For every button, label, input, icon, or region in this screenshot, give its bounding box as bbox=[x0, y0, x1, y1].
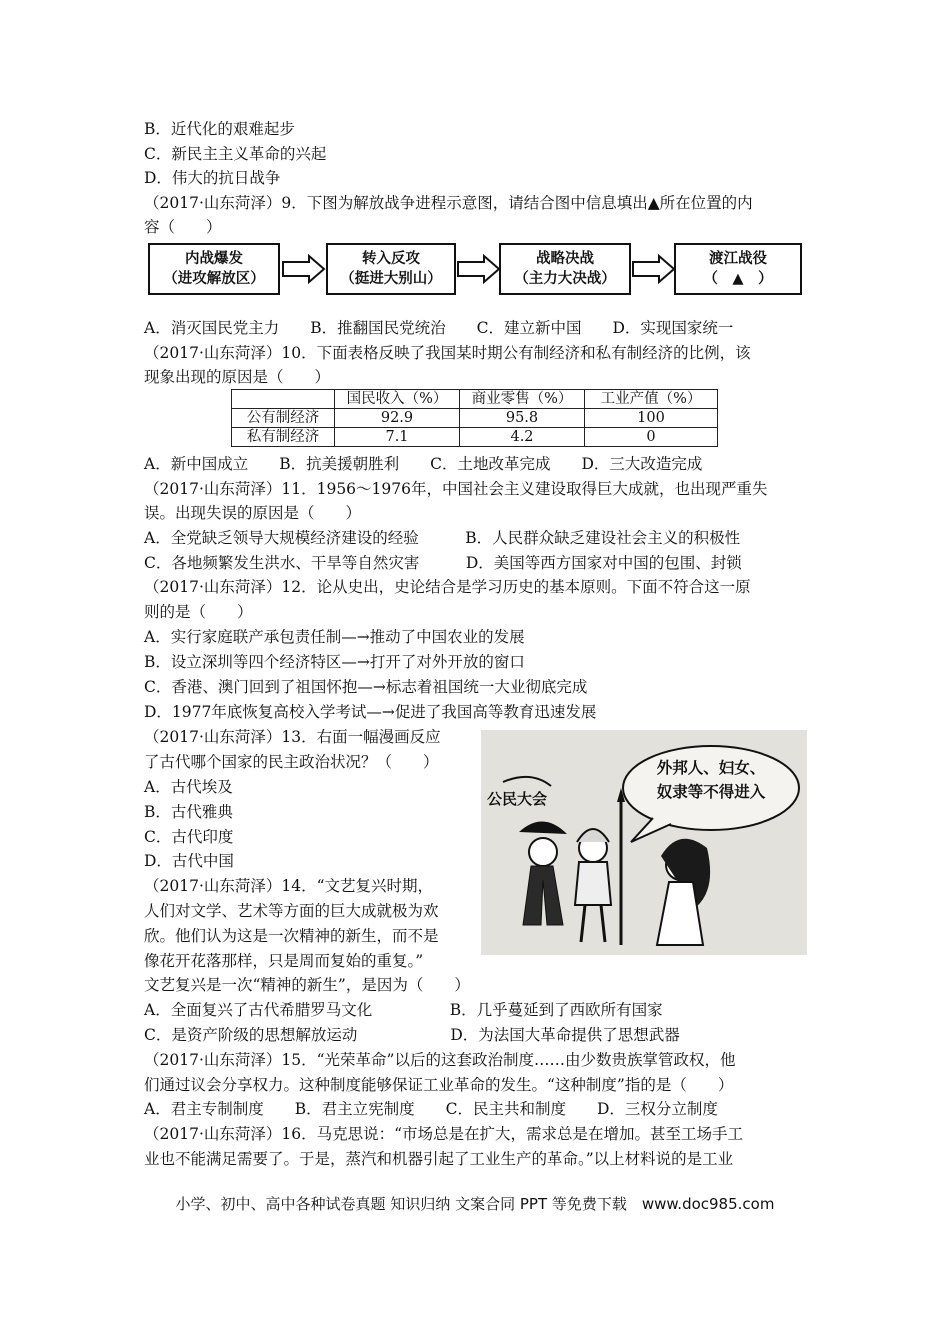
q14-stem-line4: 像花开花落那样，只是周而复始的重复。” bbox=[144, 952, 424, 970]
table-header-cell: 国民收入（%） bbox=[335, 390, 460, 409]
q13-option-d: D．古代中国 bbox=[144, 852, 234, 870]
cartoon-bubble-line2: 奴隶等不得进入 bbox=[656, 783, 766, 801]
flow-step-1 bbox=[148, 243, 280, 295]
flow-step-2-title: 转入反攻 bbox=[362, 251, 420, 267]
table-row bbox=[232, 409, 718, 428]
q12-stem-line1: （2017·山东菏泽）12．论从史出，史论结合是学习历史的基本原则。下面不符合这一原 bbox=[144, 578, 751, 596]
q13-option-b: B．古代雅典 bbox=[144, 803, 233, 821]
q13-option-c: C．古代印度 bbox=[144, 828, 234, 846]
q12-option-d: D．1977年底恢复高校入学考试—→促进了我国高等教育迅速发展 bbox=[144, 703, 597, 721]
q11-options-cd: C．各地频繁发生洪水、干旱等自然灾害 D．美国等西方国家对中国的包围、封锁 bbox=[144, 554, 742, 572]
q14-options-cd: C．是资产阶级的思想解放运动 D．为法国大革命提供了思想武器 bbox=[144, 1026, 680, 1044]
q11-stem-line2: 误。出现失误的原因是（ ） bbox=[144, 504, 362, 522]
flow-step-2 bbox=[326, 243, 456, 295]
q14-stem-line5: 文艺复兴是一次“精神的新生”，是因为（ ） bbox=[144, 976, 470, 994]
table-row bbox=[232, 428, 718, 447]
q9-options: A．消灭国民党主力 B．推翻国民党统治 C．建立新中国 D．实现国家统一 bbox=[144, 319, 734, 337]
q15-stem-line2: 们通过议会分享权力。这种制度能够保证工业革命的发生。“这种制度”指的是（ ） bbox=[144, 1076, 734, 1094]
cartoon-speech-bubble bbox=[636, 756, 786, 804]
flow-arrow-icon bbox=[282, 254, 326, 284]
q14-stem-line2: 人们对文学、艺术等方面的巨大成就极为欢 bbox=[144, 902, 439, 920]
table-cell: 7.1 bbox=[335, 428, 460, 447]
flow-step-3 bbox=[499, 243, 631, 295]
q8-option-c: C．新民主主义革命的兴起 bbox=[144, 145, 327, 163]
q11-stem-line1: （2017·山东菏泽）11．1956～1976年，中国社会主义建设取得巨大成就，也出现严重失 bbox=[144, 480, 768, 498]
q14-stem-line3: 欣。他们认为这是一次精神的新生，而不是 bbox=[144, 927, 439, 945]
q16-stem-line1: （2017·山东菏泽）16．马克思说：“市场总是在扩大，需求总是在增加。甚至工场手工 bbox=[144, 1125, 744, 1143]
flow-step-4-note: （ ▲ ） bbox=[703, 271, 773, 287]
q9-stem-line1: （2017·山东菏泽）9．下图为解放战争进程示意图，请结合图中信息填出▲所在位置的内 bbox=[144, 194, 753, 212]
q14-stem-line1: （2017·山东菏泽）14．“文艺复兴时期， bbox=[144, 877, 434, 895]
table-cell: 4.2 bbox=[460, 428, 585, 447]
q12-option-a: A．实行家庭联产承包责任制—→推动了中国农业的发展 bbox=[144, 628, 525, 646]
table-header-row bbox=[232, 390, 718, 409]
q15-options: A．君主专制制度 B．君主立宪制度 C．民主共和制度 D．三权分立制度 bbox=[144, 1100, 718, 1118]
q8-option-b: B．近代化的艰难起步 bbox=[144, 120, 295, 138]
q10-stem-line2: 现象出现的原因是（ ） bbox=[144, 368, 331, 386]
liberation-war-flowchart bbox=[144, 243, 804, 299]
q13-option-a: A．古代埃及 bbox=[144, 778, 233, 796]
flow-step-1-note: （进攻解放区） bbox=[163, 271, 265, 287]
citizens-assembly-cartoon bbox=[481, 730, 807, 955]
table-header-cell: 工业产值（%） bbox=[585, 390, 718, 409]
q8-option-d: D．伟大的抗日战争 bbox=[144, 169, 281, 187]
flow-arrow-icon bbox=[457, 254, 501, 284]
table-cell: 100 bbox=[585, 409, 718, 428]
q12-option-b: B．设立深圳等四个经济特区—→打开了对外开放的窗口 bbox=[144, 653, 525, 671]
q12-stem-line2: 则的是（ ） bbox=[144, 603, 253, 621]
table-cell: 0 bbox=[585, 428, 718, 447]
flow-step-3-title: 战略决战 bbox=[536, 251, 594, 267]
table-cell: 92.9 bbox=[335, 409, 460, 428]
flow-step-4 bbox=[674, 243, 802, 295]
q16-stem-line2: 业也不能满足需要了。于是，蒸汽和机器引起了工业生产的革命。”以上材料说的是工业 bbox=[144, 1150, 734, 1168]
flow-step-4-title: 渡江战役 bbox=[709, 251, 767, 267]
q9-stem-line2: 容（ ） bbox=[144, 218, 222, 236]
cartoon-bubble-line1: 外邦人、妇女、 bbox=[656, 759, 766, 777]
q12-option-c: C．香港、澳门回到了祖国怀抱—→标志着祖国统一大业彻底完成 bbox=[144, 678, 588, 696]
q13-stem-line1: （2017·山东菏泽）13．右面一幅漫画反应 bbox=[144, 728, 441, 746]
q10-stem-line1: （2017·山东菏泽）10．下面表格反映了我国某时期公有制经济和私有制经济的比例，该 bbox=[144, 344, 751, 362]
q11-options-ab: A．全党缺乏领导大规模经济建设的经验 B．人民群众缺乏建设社会主义的积极性 bbox=[144, 529, 741, 547]
page-footer: 小学、初中、高中各种试卷真题 知识归纳 文案合同 PPT 等免费下载 www.doc985.com bbox=[175, 1195, 775, 1213]
flow-step-1-title: 内战爆发 bbox=[185, 251, 243, 267]
table-cell: 私有制经济 bbox=[232, 428, 335, 447]
table-header-cell bbox=[232, 390, 335, 409]
cartoon-sign-label: 公民大会 bbox=[487, 790, 548, 808]
flow-step-3-note: （主力大决战） bbox=[514, 271, 616, 287]
q13-stem-line2: 了古代哪个国家的民主政治状况？（ ） bbox=[144, 753, 439, 771]
table-header-cell: 商业零售（%） bbox=[460, 390, 585, 409]
table-cell: 公有制经济 bbox=[232, 409, 335, 428]
flow-arrow-icon bbox=[632, 254, 676, 284]
table-cell: 95.8 bbox=[460, 409, 585, 428]
economy-ratio-table bbox=[231, 389, 718, 447]
q15-stem-line1: （2017·山东菏泽）15．“光荣革命”以后的这套政治制度……由少数贵族掌管政权，他 bbox=[144, 1051, 736, 1069]
q10-options: A．新中国成立 B．抗美援朝胜利 C．土地改革完成 D．三大改造完成 bbox=[144, 455, 703, 473]
flow-step-2-note: （挺进大别山） bbox=[340, 271, 442, 287]
q14-options-ab: A．全面复兴了古代希腊罗马文化 B．几乎蔓延到了西欧所有国家 bbox=[144, 1001, 663, 1019]
